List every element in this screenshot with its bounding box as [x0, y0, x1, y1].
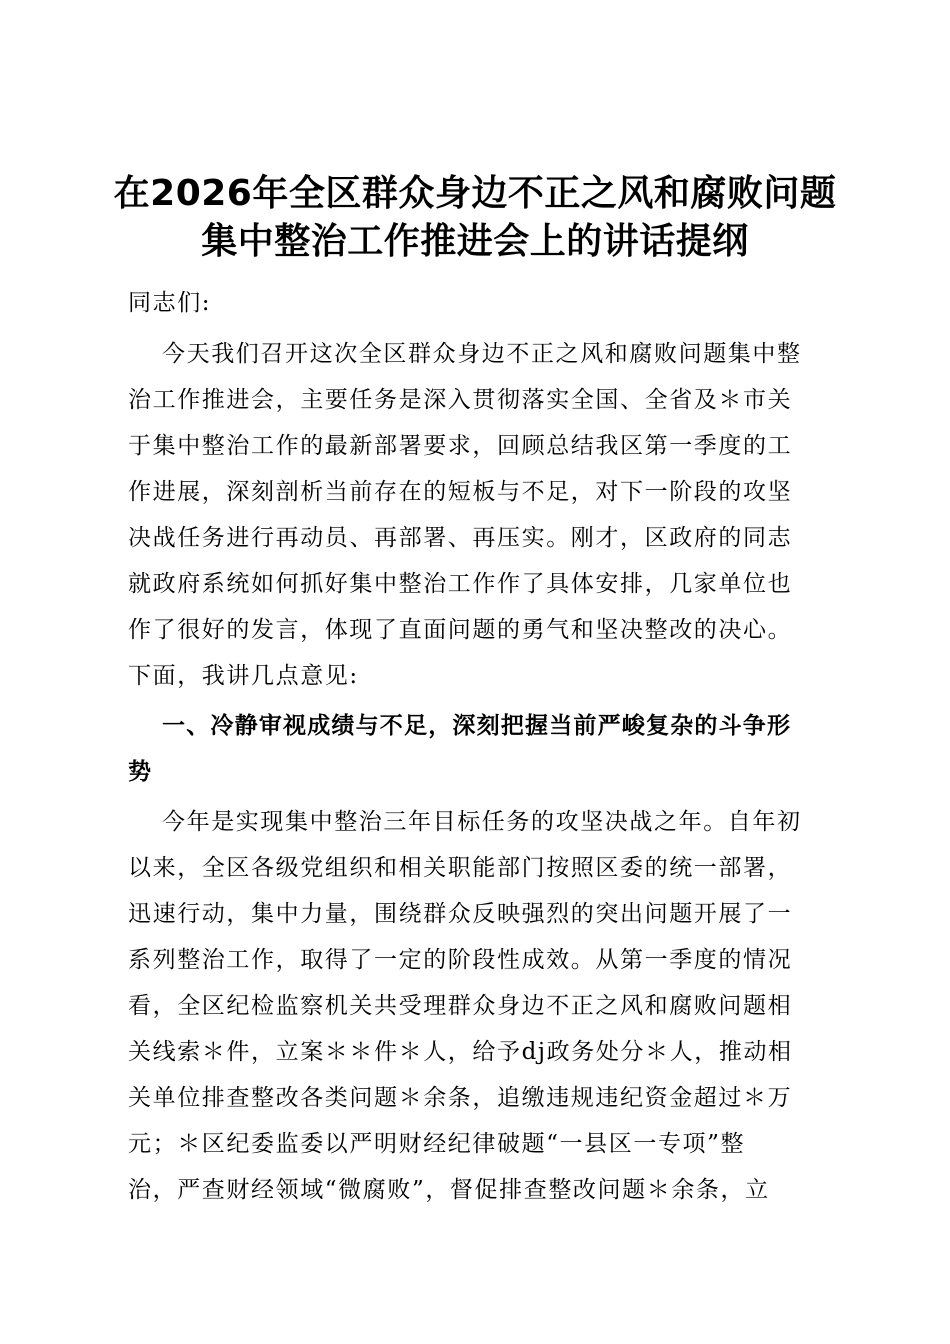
intro-line: 作进展，深刻剖析当前存在的短板与不足，对下一阶段的攻坚: [128, 479, 793, 505]
section-1-body-line: 今年是实现集中整治三年目标任务的攻坚决战之年。自年初: [162, 809, 802, 835]
intro-line: 于集中整治工作的最新部署要求，回顾总结我区第一季度的工: [128, 433, 793, 459]
section-1-body-line: 系列整治工作，取得了一定的阶段性成效。从第一季度的情况: [128, 947, 793, 973]
intro-line: 作了很好的发言，体现了直面问题的勇气和坚决整改的决心。: [128, 617, 793, 643]
intro-line: 就政府系统如何抓好集中整治工作作了具体安排，几家单位也: [128, 571, 793, 597]
section-1-body-line: 关单位排查整改各类问题＊余条，追缴违规违纪资金超过＊万: [128, 1085, 793, 1111]
intro-line: 治工作推进会，主要任务是深入贯彻落实全国、全省及＊市关: [128, 387, 793, 413]
section-1-body-line: 以来，全区各级党组织和相关职能部门按照区委的统一部署，: [128, 855, 793, 881]
section-1-body-line: 关线索＊件，立案＊＊件＊人，给予dj政务处分＊人，推动相: [128, 1039, 793, 1065]
section-1-heading-line-2: 势: [128, 759, 153, 785]
section-1-body-line: 看，全区纪检监察机关共受理群众身边不正之风和腐败问题相: [128, 993, 793, 1019]
section-1-body-line: 治，严查财经领域“微腐败”，督促排查整改问题＊余条，立: [128, 1177, 770, 1203]
section-1-heading-line-1: 一、冷静审视成绩与不足，深刻把握当前严峻复杂的斗争形: [162, 713, 792, 739]
section-1-body-line: 元；＊区纪委监委以严明财经纪律破题“一县区一专项”整: [128, 1131, 746, 1157]
section-1-body-line: 迅速行动，集中力量，围绕群众反映强烈的突出问题开展了一: [128, 901, 793, 927]
document-title-line-1: 在2026年全区群众身边不正之风和腐败问题: [113, 173, 837, 214]
intro-line: 下面，我讲几点意见:: [128, 663, 359, 689]
intro-line: 今天我们召开这次全区群众身边不正之风和腐败问题集中整: [162, 341, 802, 367]
salutation: 同志们:: [128, 290, 212, 316]
document-title-line-2: 集中整治工作推进会上的讲话提纲: [201, 221, 749, 262]
intro-line: 决战任务进行再动员、再部署、再压实。刚才，区政府的同志: [128, 525, 793, 551]
